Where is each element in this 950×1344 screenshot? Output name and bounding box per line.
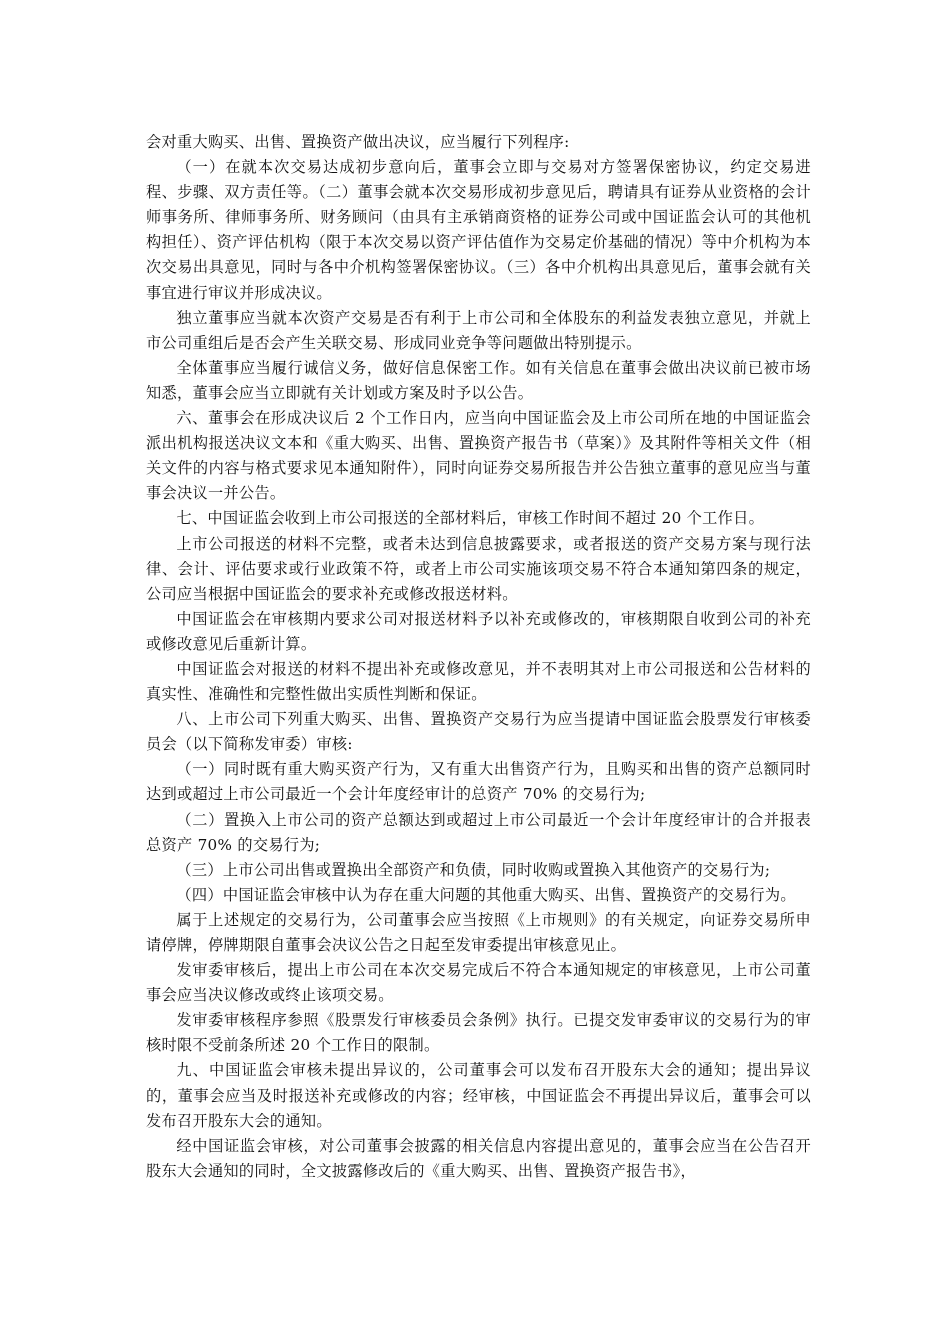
paragraph-disclosure: 经中国证监会审核，对公司董事会披露的相关信息内容提出意见的，董事会应当在公告召开股东大会通知的同时，全文披露修改后的《重大购买、出售、置换资产报告书》，: [146, 1136, 811, 1180]
paragraph-article-8: 八、上市公司下列重大购买、出售、置换资产交易行为应当提请中国证监会股票发行审核委员会（以下简称发审委）审核:: [146, 710, 811, 754]
paragraph-item-3: （三）上市公司出售或置换出全部资产和负债，同时收购或置换入其他资产的交易行为;: [176, 860, 771, 879]
paragraph-trading-halt: 属于上述规定的交易行为，公司董事会应当按照《上市规则》的有关规定，向证券交易所申请停牌，停牌期限自董事会决议公告之日起至发审委提出审核意见止。: [146, 910, 811, 954]
paragraph-article-6: 六、董事会在形成决议后 2 个工作日内，应当向中国证监会及上市公司所在地的中国证监会派出机构报送决议文本和《重大购买、出售、置换资产报告书（草案）》及其附件等相关文件（相关文件的内容与格式要求见本通知附件），同时向证券交易所报告并公告独立董事的意见应当与董事会决议一并公告。: [146, 409, 811, 503]
document-body: [146, 130, 811, 1184]
paragraph-article-7: 七、中国证监会收到上市公司报送的全部材料后，审核工作时间不超过 20 个工作日。: [176, 509, 765, 528]
paragraph-item-2: （二）置换入上市公司的资产总额达到或超过上市公司最近一个会计年度经审计的合并报表总资产 70% 的交易行为;: [146, 810, 811, 854]
paragraph-review-outcome: 发审委审核后，提出上市公司在本次交易完成后不符合本通知规定的审核意见，上市公司董事会应当决议修改或终止该项交易。: [146, 961, 811, 1005]
paragraph-article-9: 九、中国证监会审核未提出异议的，公司董事会可以发布召开股东大会的通知；提出异议的，董事会应当及时报送补充或修改的内容；经审核，中国证监会不再提出异议后，董事会可以发布召开股东大会的通知。: [146, 1061, 811, 1130]
paragraph-incomplete-materials: 上市公司报送的材料不完整，或者未达到信息披露要求，或者报送的资产交易方案与现行法律、会计、评估要求或行业政策不符，或者上市公司实施该项交易不符合本通知第四条的规定，公司应当根据中国证监会的要求补充或修改报送材料。: [146, 534, 811, 603]
paragraph-review-period: 中国证监会在审核期内要求公司对报送材料予以补充或修改的，审核期限自收到公司的补充或修改意见后重新计算。: [146, 609, 811, 653]
paragraph-no-opinion: 中国证监会对报送的材料不提出补充或修改意见，并不表明其对上市公司报送和公告材料的真实性、准确性和完整性做出实质性判断和保证。: [146, 659, 811, 704]
paragraph-independent-directors: 独立董事应当就本次资产交易是否有利于上市公司和全体股东的利益发表独立意见，并就上市公司重组后是否会产生关联交易、形成同业竞争等问题做出特别提示。: [146, 308, 811, 352]
paragraph-confidentiality: 全体董事应当履行诚信义务，做好信息保密工作。如有关信息在董事会做出决议前已被市场知悉，董事会应当立即就有关计划或方案及时予以公告。: [146, 358, 811, 402]
paragraph-item-4: （四）中国证监会审核中认为存在重大问题的其他重大购买、出售、置换资产的交易行为。: [176, 885, 796, 904]
paragraph-procedure-steps: （一）在就本次交易达成初步意向后，董事会立即与交易对方签署保密协议，约定交易进程、步骤、双方责任等。（二）董事会就本次交易形成初步意见后，聘请具有证券从业资格的会计师事务所、律师事务所、财务顾问（由具有主承销商资格的证券公司或中国证监会认可的其他机构担任）、资产评估机构（限于本次交易以资产评估值作为交易定价基础的情况）等中介机构为本次交易出具意见，同时与各中介机构签署保密协议。（三）各中介机构出具意见后，董事会就有关事宜进行审议并形成决议。: [146, 158, 811, 302]
paragraph-continuation: 会对重大购买、出售、置换资产做出决议，应当履行下列程序:: [146, 133, 570, 151]
paragraph-item-1: （一）同时既有重大购买资产行为，又有重大出售资产行为，且购买和出售的资产总额同时达到或超过上市公司最近一个会计年度经审计的总资产 70% 的交易行为;: [146, 760, 811, 804]
paragraph-review-procedure: 发审委审核程序参照《股票发行审核委员会条例》执行。已提交发审委审议的交易行为的审核时限不受前条所述 20 个工作日的限制。: [146, 1011, 811, 1055]
